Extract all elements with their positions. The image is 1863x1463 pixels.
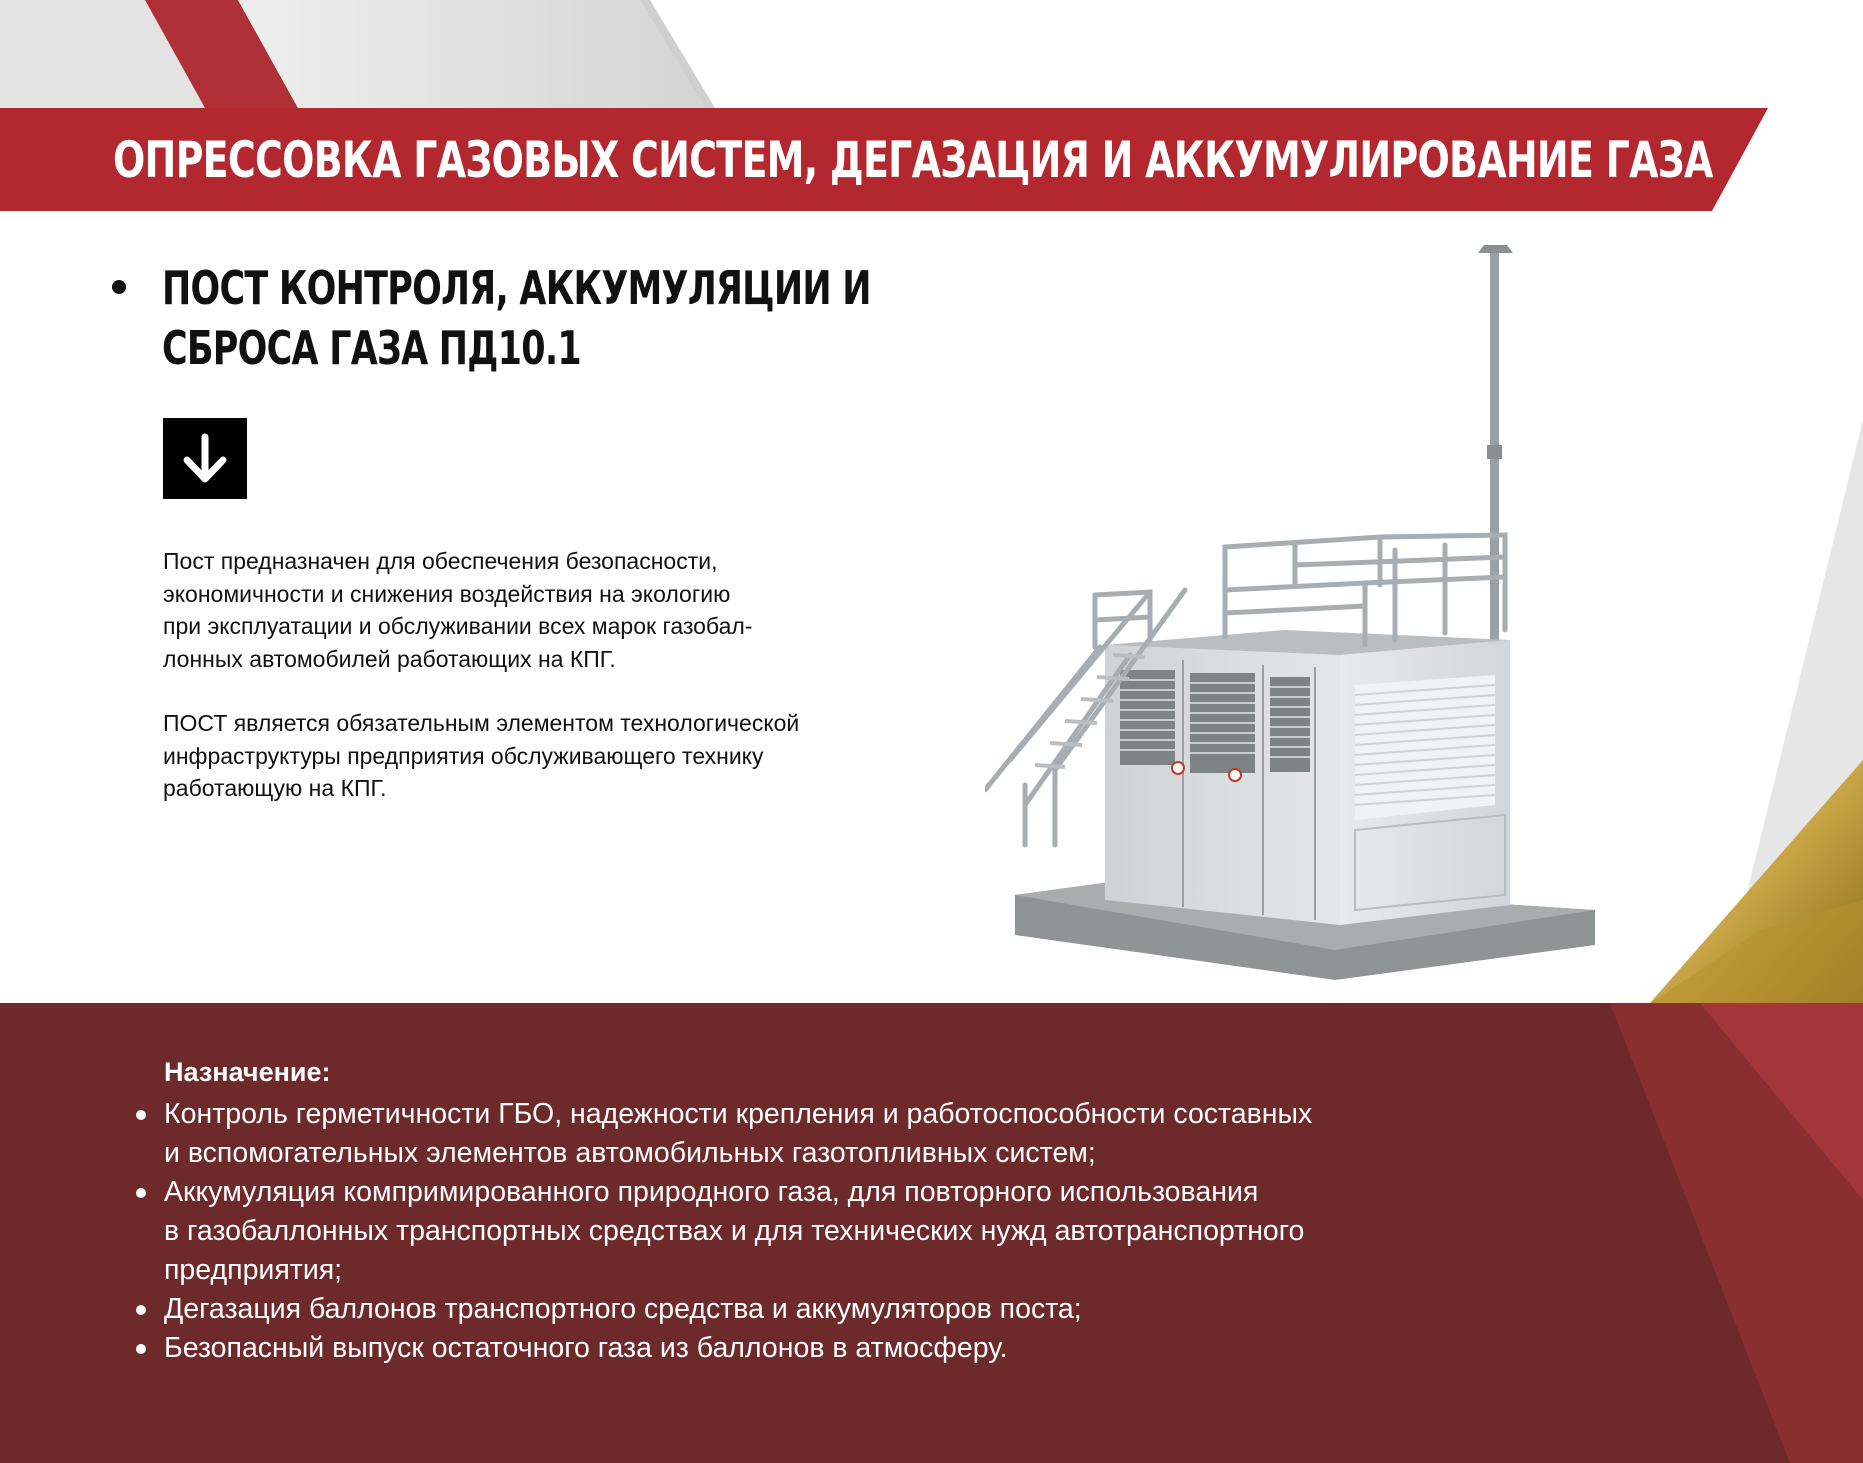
product-title-line-2: СБРОСА ГАЗА ПД10.1 bbox=[162, 321, 581, 375]
list-item bbox=[130, 1290, 1550, 1329]
bullet-dot bbox=[136, 1344, 146, 1354]
gas-post-illustration bbox=[985, 245, 1625, 990]
list-item-text: Контроль герметичности ГБО, надежности крепления и работоспособности составных и вспомогательных элементов автомобильных газотопливных систем; bbox=[164, 1098, 1313, 1169]
list-item bbox=[130, 1329, 1550, 1368]
purpose-list bbox=[130, 1095, 1550, 1368]
page-title: ОПРЕССОВКА ГАЗОВЫХ СИСТЕМ, ДЕГАЗАЦИЯ И АККУМУЛИРОВАНИЕ ГАЗА bbox=[113, 131, 1713, 189]
arrow-down-icon bbox=[181, 433, 229, 485]
bullet-dot bbox=[136, 1188, 146, 1198]
bullet-dot bbox=[112, 280, 126, 294]
list-item bbox=[130, 1173, 1550, 1290]
description-paragraph-2: ПОСТ является обязательным элементом технологической инфраструктуры предприятия обслуживающего технику работающую на КПГ. bbox=[163, 710, 800, 801]
list-item-text: Аккумуляция компримированного природного газа, для повторного использования в газобаллонных транспортных средствах и для технических нужд автотранспортного предприятия; bbox=[164, 1176, 1305, 1286]
list-item bbox=[130, 1095, 1550, 1173]
product-title bbox=[162, 258, 871, 378]
purpose-title: Назначение: bbox=[164, 1057, 331, 1087]
description-paragraph-1: Пост предназначен для обеспечения безопасности, экономичности и снижения воздействия на экологию при эксплуатации и обслуживании всех марок газобал- лонных автомобилей работающих на КПГ. bbox=[163, 548, 753, 672]
bullet-dot bbox=[136, 1305, 146, 1315]
purpose-section bbox=[130, 1053, 1550, 1368]
description bbox=[163, 545, 923, 837]
bullet-dot bbox=[136, 1110, 146, 1120]
list-item-text: Дегазация баллонов транспортного средства и аккумуляторов поста; bbox=[164, 1293, 1082, 1325]
product-title-line-1: ПОСТ КОНТРОЛЯ, АККУМУЛЯЦИИ И bbox=[162, 261, 871, 315]
list-item-text: Безопасный выпуск остаточного газа из баллонов в атмосферу. bbox=[164, 1332, 1008, 1364]
download-button[interactable] bbox=[163, 418, 247, 499]
